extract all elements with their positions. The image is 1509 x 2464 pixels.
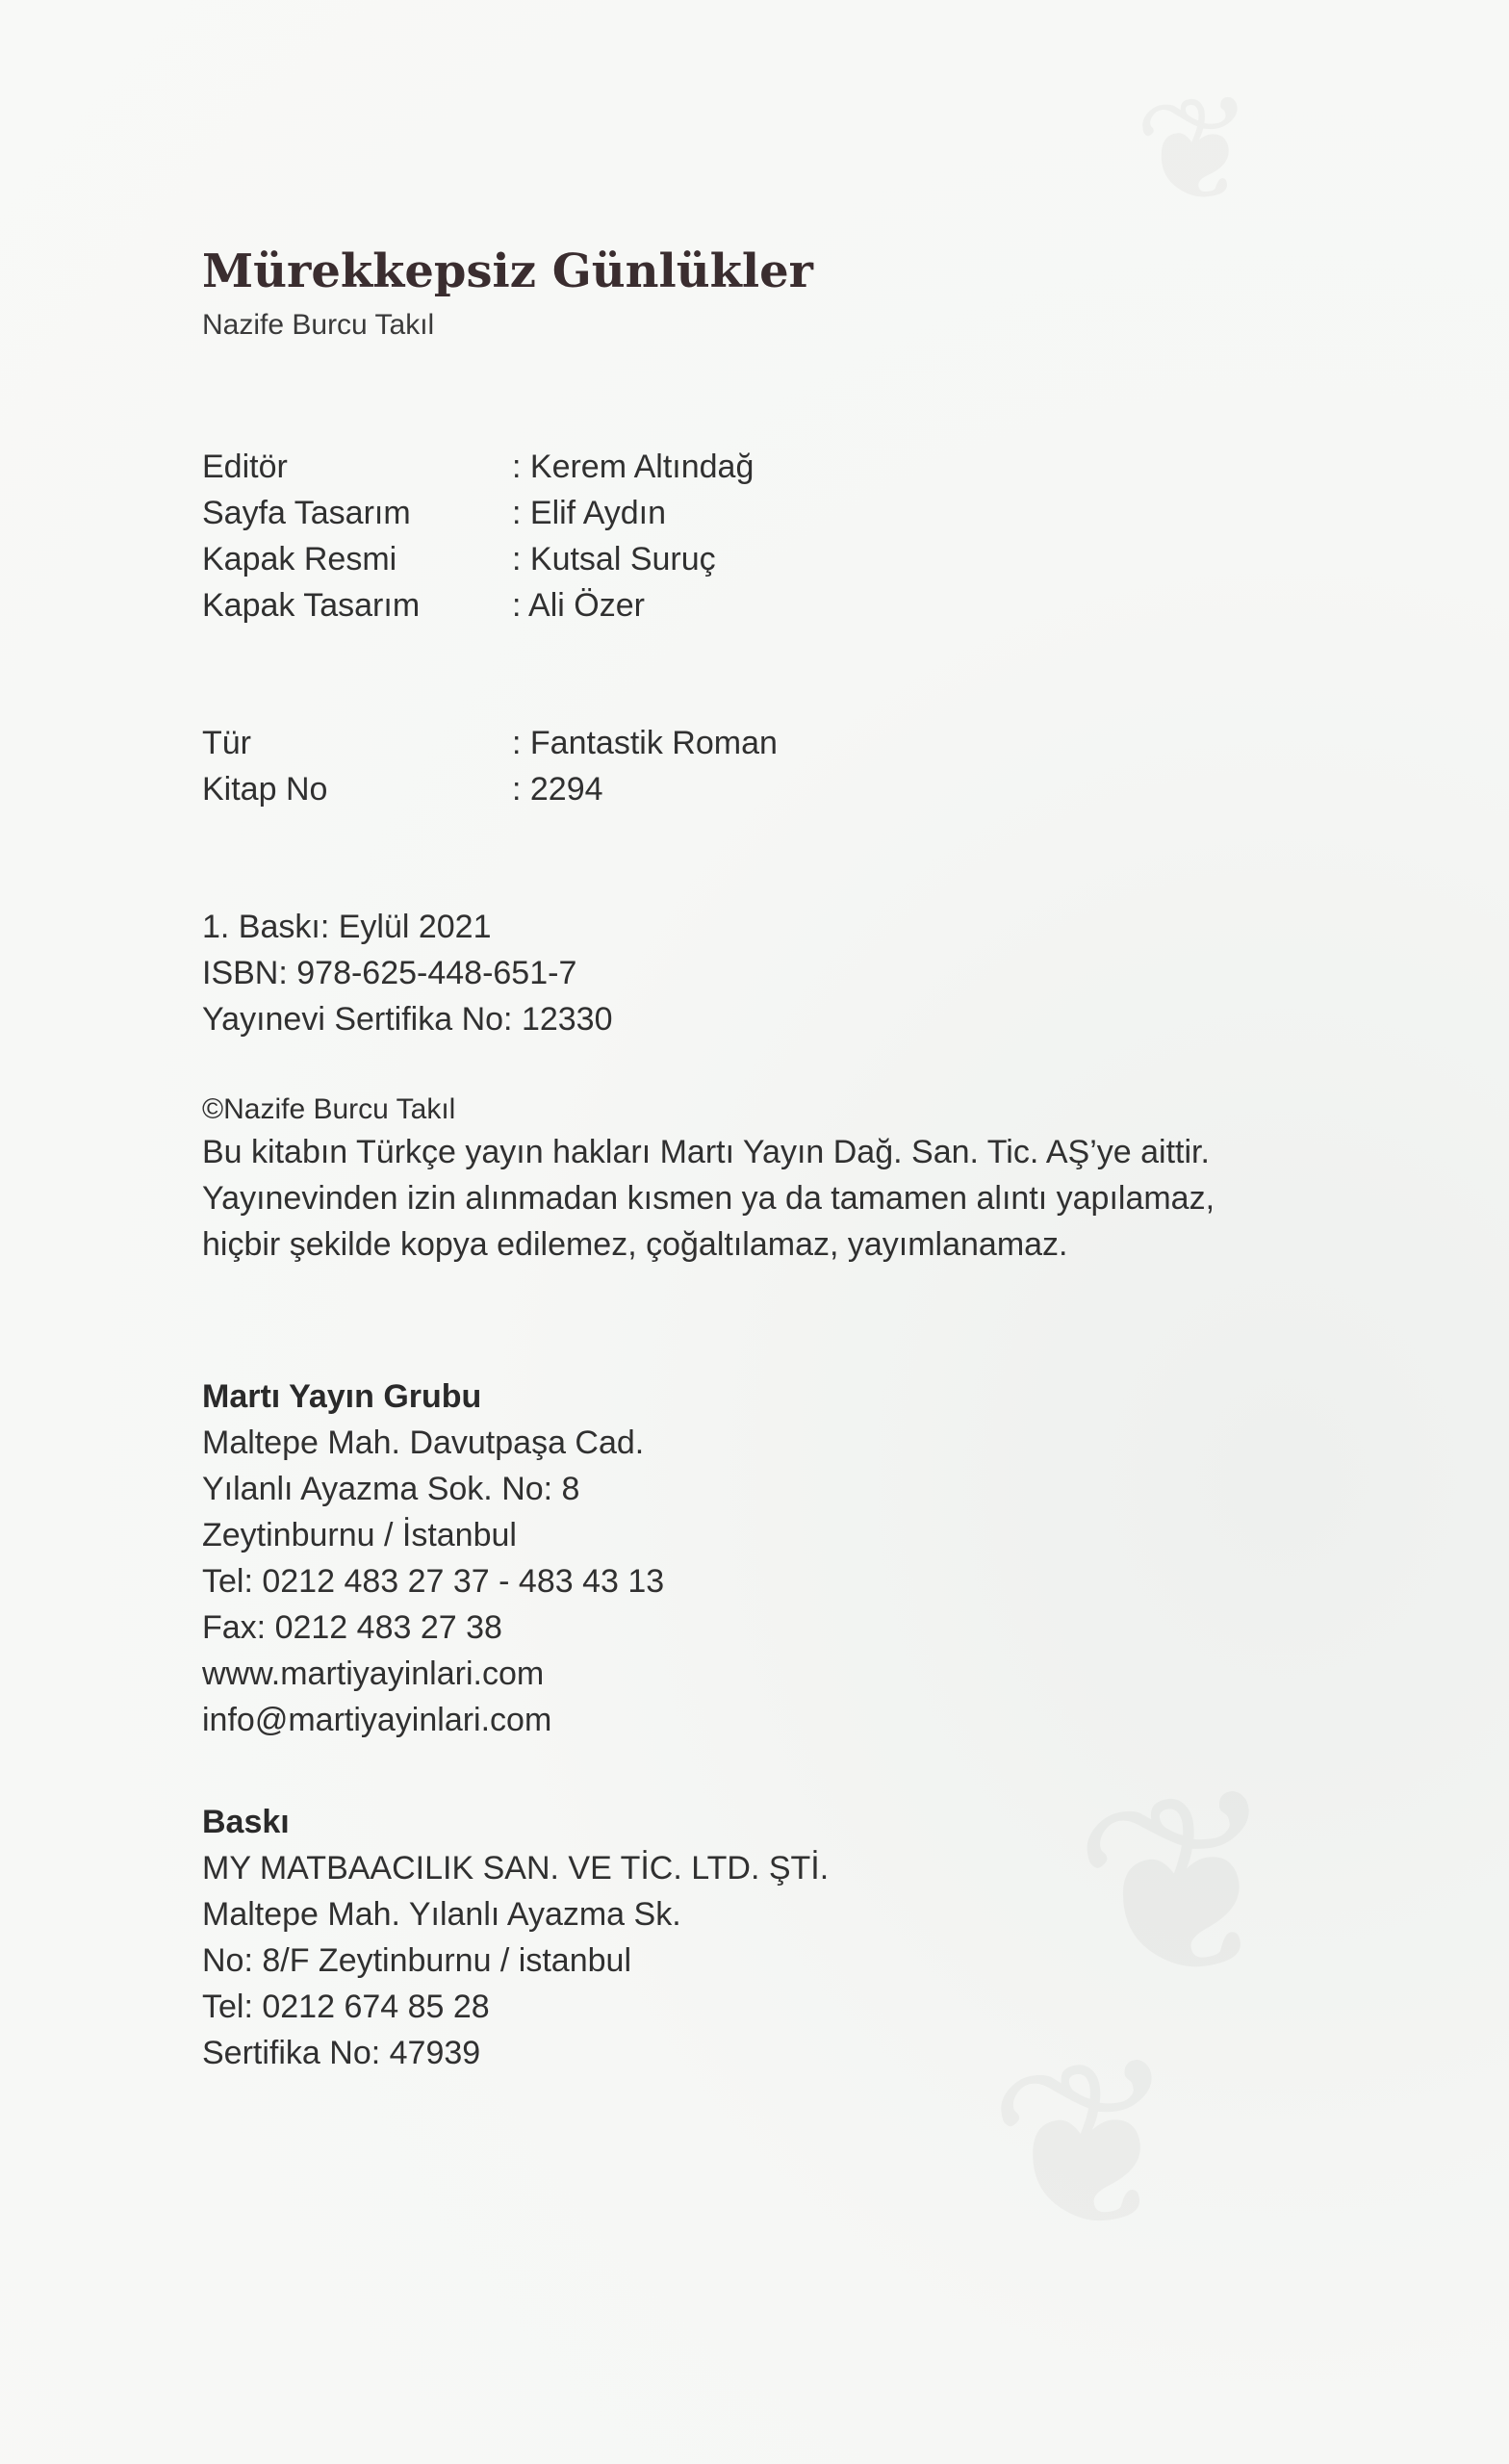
- publisher-block: [202, 1373, 1357, 1743]
- book-title: Mürekkepsiz Günlükler: [202, 244, 813, 298]
- edition-line: 1. Baskı: Eylül 2021: [202, 909, 492, 945]
- book-number-label: Kitap No: [202, 771, 328, 808]
- isbn-line: ISBN: 978-625-448-651-7: [202, 955, 577, 991]
- publisher-address-line: Zeytinburnu / İstanbul: [202, 1517, 517, 1553]
- book-number-value: : 2294: [512, 771, 603, 808]
- publisher-email: info@martiyayinlari.com: [202, 1702, 552, 1738]
- publisher-website: www.martiyayinlari.com: [202, 1656, 545, 1692]
- copyright-line: Bu kitabın Türkçe yayın hakları Martı Yayın Dağ. San. Tic. AŞ’ye aittir.: [202, 1134, 1210, 1170]
- imprint-content: [202, 241, 1357, 2076]
- printer-phone: Tel: 0212 674 85 28: [202, 1989, 490, 2025]
- copyright-holder: ©Nazife Burcu Takıl: [202, 1093, 456, 1125]
- credit-label: Editör: [202, 449, 288, 485]
- credits-list: [202, 444, 1357, 629]
- copyright-notice: [202, 1091, 1357, 1268]
- credit-label: Sayfa Tasarım: [202, 495, 411, 531]
- printer-address-line: Maltepe Mah. Yılanlı Ayazma Sk.: [202, 1896, 681, 1933]
- copyright-line: Yayınevinden izin alınmadan kısmen ya da tamamen alıntı yapılamaz,: [202, 1180, 1215, 1217]
- credit-value: : Ali Özer: [512, 587, 645, 624]
- publisher-address-line: Yılanlı Ayazma Sok. No: 8: [202, 1471, 580, 1507]
- printing-info: [202, 904, 1357, 1042]
- credit-value: : Kerem Altındağ: [512, 449, 754, 485]
- printer-block: [202, 1799, 1357, 2076]
- printer-certificate: Sertifika No: 47939: [202, 2035, 481, 2071]
- printer-name: MY MATBAACILIK SAN. VE TİC. LTD. ŞTİ.: [202, 1850, 830, 1886]
- genre-value: : Fantastik Roman: [512, 725, 778, 761]
- book-author: Nazife Burcu Takıl: [202, 309, 435, 341]
- credit-label: Kapak Tasarım: [202, 587, 421, 624]
- publisher-heading: Martı Yayın Grubu: [202, 1378, 482, 1415]
- genre-label: Tür: [202, 725, 251, 761]
- credit-value: : Elif Aydın: [512, 495, 667, 531]
- publisher-address-line: Maltepe Mah. Davutpaşa Cad.: [202, 1424, 645, 1461]
- printer-address-line: No: 8/F Zeytinburnu / istanbul: [202, 1942, 632, 1979]
- credit-label: Kapak Resmi: [202, 541, 397, 578]
- publisher-certificate-line: Yayınevi Sertifika No: 12330: [202, 1001, 613, 1038]
- publisher-fax: Fax: 0212 483 27 38: [202, 1609, 502, 1646]
- publisher-phone: Tel: 0212 483 27 37 - 483 43 13: [202, 1563, 665, 1600]
- copyright-line: hiçbir şekilde kopya edilemez, çoğaltılamaz, yayımlanamaz.: [202, 1226, 1068, 1263]
- genre-list: [202, 720, 1357, 812]
- printer-heading: Baskı: [202, 1804, 290, 1840]
- cover-bleed-through-top: [1130, 64, 1263, 239]
- credit-value: : Kutsal Suruç: [512, 541, 716, 578]
